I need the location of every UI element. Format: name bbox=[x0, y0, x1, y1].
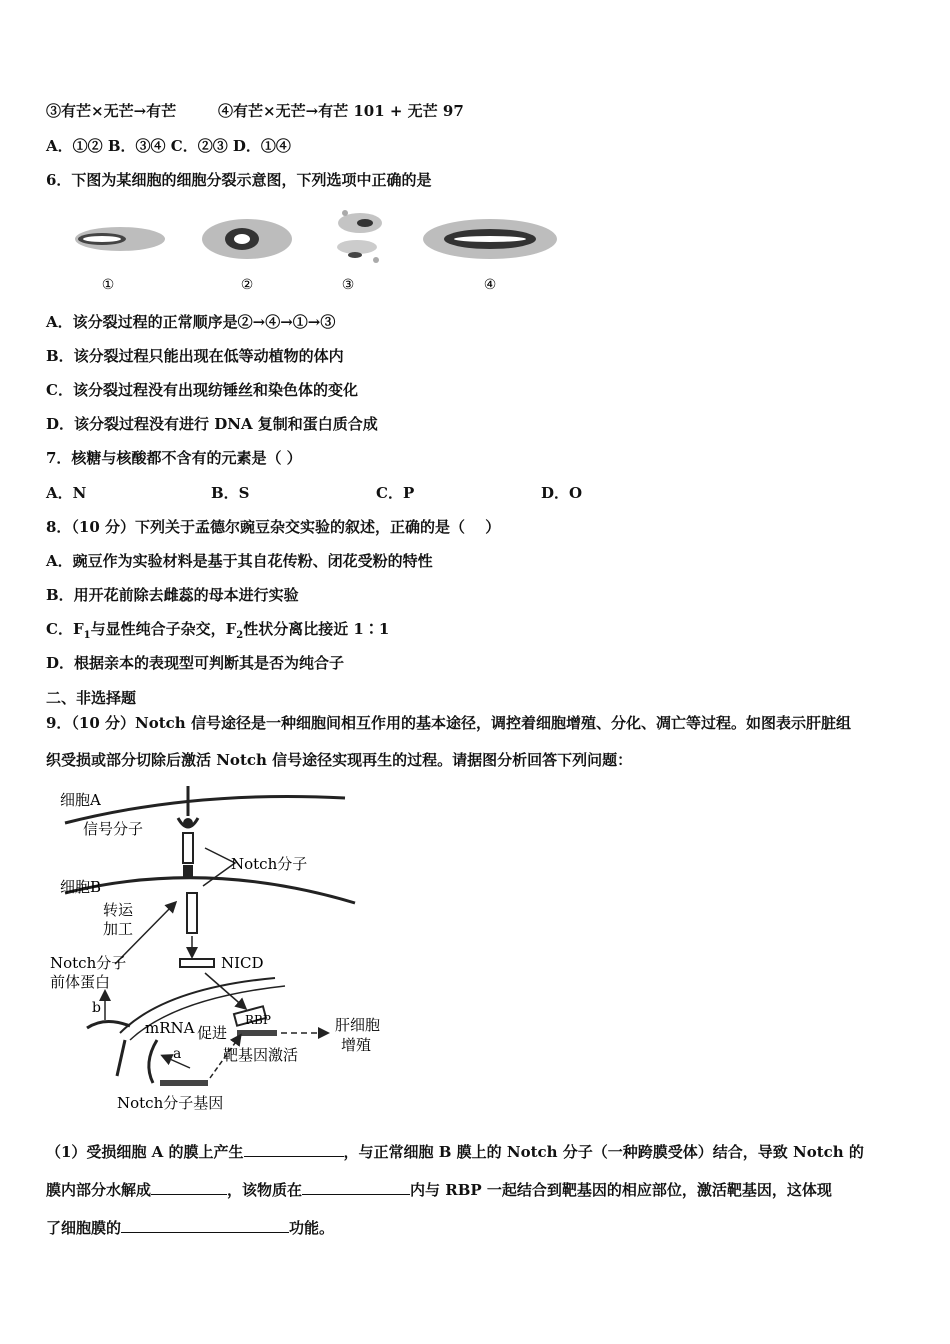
q8-option-b: B．用开花前除去雌蕊的母本进行实验 bbox=[46, 586, 299, 604]
mrna-strand bbox=[87, 1021, 130, 1028]
q9-sub1-text-6: 了细胞膜的 bbox=[46, 1219, 122, 1237]
q8-option-a: A．豌豆作为实验材料是基于其自花传粉、闭花受粉的特性 bbox=[46, 552, 433, 570]
q6-stem: 6．下图为某细胞的细胞分裂示意图，下列选项中正确的是 bbox=[46, 171, 432, 189]
label-transport-2: 加工 bbox=[103, 920, 134, 938]
q8-option-c bbox=[46, 619, 389, 646]
label-precursor-1: Notch分子 bbox=[50, 954, 127, 972]
label-notch-molecule: Notch分子 bbox=[231, 855, 308, 873]
q7-option-a: A．N bbox=[46, 484, 87, 502]
q9-sub1-text-4: ，该物质在 bbox=[227, 1181, 303, 1199]
cell-label-3: ③ bbox=[341, 277, 355, 293]
q6-option-c: C．该分裂过程没有出现纺锤丝和染色体的变化 bbox=[46, 381, 358, 399]
cell-4 bbox=[423, 219, 557, 259]
notch-gene-shape bbox=[160, 1080, 208, 1086]
label-signal-molecule: 信号分子 bbox=[83, 820, 144, 838]
label-liver-1: 肝细胞 bbox=[335, 1016, 381, 1034]
q9-stem-line-1: 9．（10 分）Notch 信号途径是一种细胞间相互作用的基本途径，调控着细胞增殖、分化、凋亡等过程。如图表示肝脏组 bbox=[46, 714, 851, 732]
answer-blank-3[interactable] bbox=[302, 1176, 410, 1195]
q6-option-d: D．该分裂过程没有进行 DNA 复制和蛋白质合成 bbox=[46, 415, 378, 433]
label-liver-2: 增殖 bbox=[341, 1036, 372, 1054]
q8-stem: 8．（10 分）下列关于孟德尔豌豆杂交实验的叙述，正确的是（ ） bbox=[46, 518, 501, 536]
cell-label-2: ② bbox=[240, 277, 254, 293]
label-cell-a: 细胞A bbox=[60, 791, 101, 809]
q6-option-b: B．该分裂过程只能出现在低等动植物的体内 bbox=[46, 347, 344, 365]
cell-2 bbox=[202, 219, 292, 259]
cell-3 bbox=[337, 210, 382, 263]
q9-sub1-text-1: （1）受损细胞 A 的膜上产生 bbox=[46, 1143, 244, 1161]
q8-option-c-pre: C．F bbox=[46, 620, 84, 638]
label-rbp: RBP bbox=[245, 1013, 271, 1027]
answer-blank-4[interactable] bbox=[121, 1214, 289, 1233]
label-cell-b: 细胞B bbox=[60, 878, 102, 896]
q8-option-c-sub1: 1 bbox=[83, 630, 91, 641]
q8-option-c-post: 性状分离比接近 1∶1 bbox=[243, 620, 390, 638]
notch-receptor-shape bbox=[183, 833, 193, 863]
notch-pathway-diagram bbox=[45, 778, 390, 1118]
label-transport-1: 转运 bbox=[103, 901, 134, 919]
label-notch-gene: Notch分子基因 bbox=[117, 1094, 224, 1112]
q5-options: A．①② B．③④ C．②③ D．①④ bbox=[46, 137, 291, 155]
label-target-gene: 靶基因激活 bbox=[223, 1046, 299, 1064]
q7-option-d: D．O bbox=[541, 484, 583, 502]
cell-label-1: ① bbox=[101, 277, 115, 293]
label-precursor-2: 前体蛋白 bbox=[50, 973, 111, 991]
q9-sub1-text-5: 内与 RBP 一起结合到靶基因的相应部位，激活靶基因，这体现 bbox=[410, 1181, 832, 1199]
section-heading: 二、非选择题 bbox=[46, 689, 137, 707]
q8-option-c-mid: 与显性纯合子杂交，F bbox=[90, 620, 237, 638]
q8-option-c-sub2: 2 bbox=[236, 630, 244, 641]
q7-option-b: B．S bbox=[211, 484, 250, 502]
q7-stem: 7．核糖与核酸都不含有的元素是（ ） bbox=[46, 449, 302, 467]
nicd-shape bbox=[180, 959, 214, 967]
q9-stem-line-2: 织受损或部分切除后激活 Notch 信号途径实现再生的过程。请据图分析回答下列问题： bbox=[46, 751, 633, 769]
label-mrna: mRNA bbox=[145, 1019, 195, 1037]
cell-division-figure bbox=[70, 205, 570, 300]
q8-option-d: D．根据亲本的表现型可判断其是否为纯合子 bbox=[46, 654, 345, 672]
label-a: a bbox=[173, 1046, 182, 1062]
q9-sub1-text-7: 功能。 bbox=[289, 1219, 335, 1237]
q5-item-3: ③有芒×无芒→有芒 bbox=[46, 102, 177, 120]
q9-sub1 bbox=[46, 1133, 906, 1247]
q6-option-a: A．该分裂过程的正常顺序是②→④→①→③ bbox=[46, 313, 336, 331]
q7-option-c: C．P bbox=[376, 484, 415, 502]
q5-item-4: ④有芒×无芒→有芒 101 + 无芒 97 bbox=[218, 102, 464, 120]
label-b: b bbox=[92, 1000, 101, 1016]
label-promote: 促进 bbox=[197, 1024, 228, 1042]
q9-sub1-text-3: 膜内部分水解成 bbox=[46, 1181, 152, 1199]
cell-label-4: ④ bbox=[483, 277, 497, 293]
answer-blank-2[interactable] bbox=[151, 1176, 227, 1195]
label-nicd: NICD bbox=[221, 954, 264, 972]
cell-1 bbox=[75, 227, 165, 251]
q9-sub1-text-2: ，与正常细胞 B 膜上的 Notch 分子（一种跨膜受体）结合，导致 Notch 的 bbox=[343, 1143, 864, 1161]
answer-blank-1[interactable] bbox=[244, 1138, 344, 1157]
